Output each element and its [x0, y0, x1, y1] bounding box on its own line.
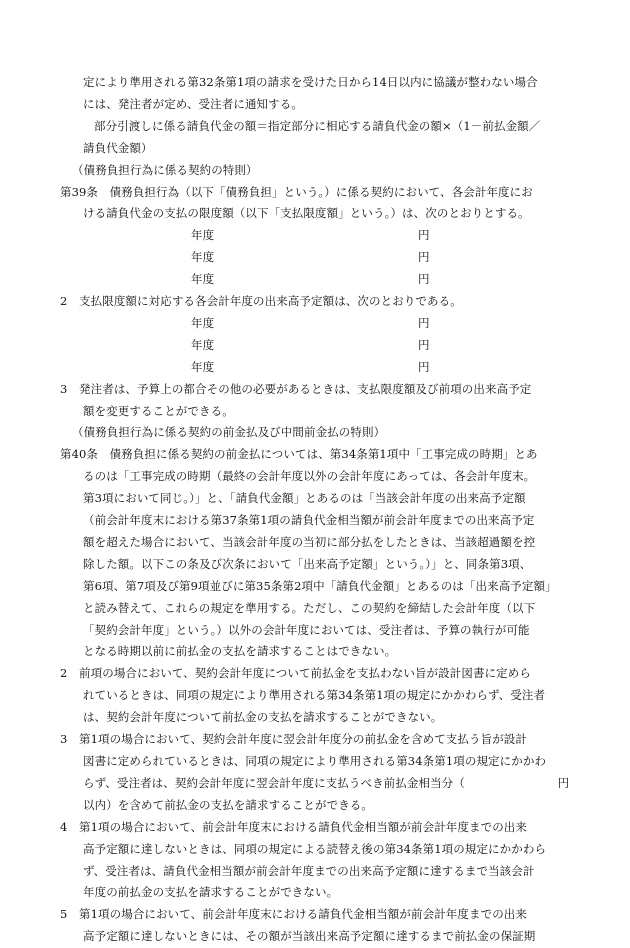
- table-row: [60, 335, 574, 357]
- text-line: 第3項において同じ。）」と、「請負代金額」とあるのは「当該会計年度の出来高予定額: [83, 491, 526, 506]
- table-row: [60, 357, 574, 379]
- table-row: [60, 269, 574, 291]
- text-line: 3 発注者は、予算上の都合その他の必要があるときは、支払限度額及び前項の出来高予定: [60, 381, 532, 396]
- text-line: 除した額。以下この条及び次条において「出来高予定額」という。）」と、同条第3項、: [83, 556, 532, 571]
- planned-amount-table: [60, 313, 574, 379]
- text-line: （前会計年度末における第37条第1項の請負代金相当額が前会計年度までの出来高予定: [83, 513, 535, 528]
- yen-cell: 円: [418, 250, 430, 265]
- article-39-line: 第39条 債務負担行為（以下「債務負担」という。）に係る契約において、各会計年度にお: [60, 184, 533, 199]
- text-line: 請負代金額）: [83, 140, 153, 155]
- paragraph-2: 2 支払限度額に対応する各会計年度の出来高予定額は、次のとおりである。: [60, 294, 462, 309]
- block-a: [60, 72, 574, 225]
- yen-cell: 円: [418, 272, 430, 287]
- year-cell: 年度: [191, 228, 215, 243]
- text-line: 部分引渡しに係る請負代金の額＝指定部分に相応する請負代金の額×（1－前払金額／: [94, 118, 541, 133]
- text-line: るのは「工事完成の時期（最終の会計年度以外の会計年度にあっては、各会計年度末。: [83, 469, 536, 484]
- text-line: らず、受注者は、契約会計年度に翌会計年度に支払うべき前払金相当分（ 円: [83, 775, 570, 790]
- text-line: 以内）を含めて前払金の支払を請求することができる。: [83, 797, 373, 812]
- text-line: 額を超えた場合において、当該会計年度の当初に部分払をしたときは、当該超過額を控: [83, 534, 536, 549]
- year-cell: 年度: [191, 359, 215, 374]
- text-line: 「契約会計年度」という。）以外の会計年度においては、受注者は、予算の執行が可能: [83, 622, 530, 637]
- text-line: 3 第1項の場合において、契約会計年度に翌会計年度分の前払金を含めて支払う旨が設計: [60, 732, 527, 747]
- payment-limit-table: [60, 225, 574, 291]
- year-cell: 年度: [191, 250, 215, 265]
- text-line: 第40条 債務負担に係る契約の前金払については、第34条第1項中「工事完成の時期」とあ: [60, 447, 538, 462]
- text-line: 額を変更することができる。: [83, 403, 234, 418]
- text-line: 高予定額に達しないときには、その額が当該出来高予定額に達するまで前払金の保証期: [83, 929, 536, 944]
- text-line: と読み替えて、これらの規定を準用する。ただし、この契約を締結した会計年度（以下: [83, 600, 536, 615]
- text-line: は、契約会計年度について前払金の支払を請求することができない。: [83, 710, 443, 725]
- text-line: ず、受注者は、請負代金相当額が前会計年度までの出来高予定額に達するまで当該会計: [83, 863, 535, 878]
- yen-cell: 円: [418, 315, 430, 330]
- text-line: 定により準用される第32条第1項の請求を受けた日から14日以内に協議が整わない場合: [83, 75, 538, 89]
- text-line: には、発注者が定め、受注者に通知する。: [83, 96, 303, 111]
- year-cell: 年度: [191, 272, 215, 287]
- table-row: [60, 225, 574, 247]
- table-row: [60, 247, 574, 269]
- yen-cell: 円: [418, 337, 430, 352]
- document-page: [60, 72, 574, 948]
- text-line: （債務負担行為に係る契約の前金払及び中間前金払の特則）: [72, 425, 386, 440]
- text-line: 高予定額に達しないときは、同項の規定による読替え後の第34条第1項の規定にかかわら: [83, 841, 547, 856]
- yen-cell: 円: [418, 228, 430, 243]
- text-line: 図書に定められているときは、同項の規定により準用される第34条第1項の規定にかかわ: [83, 754, 547, 768]
- article-heading: （債務負担行為に係る契約の特則）: [72, 162, 258, 177]
- table-row: [60, 313, 574, 335]
- yen-cell: 円: [418, 359, 430, 374]
- text-line: れているときは、同項の規定により準用される第34条第1項の規定にかかわらず、受注者: [83, 688, 546, 703]
- block-b: [60, 379, 574, 948]
- text-line: 5 第1項の場合において、前会計年度末における請負代金相当額が前会計年度までの出来: [60, 907, 527, 922]
- text-line: 年度の前払金の支払を請求することができない。: [83, 885, 339, 900]
- text-line: となる時期以前に前払金の支払を請求することはできない。: [83, 644, 397, 659]
- text-line: 第6項、第7項及び第9項並びに第35条第2項中「請負代金額」とあるのは「出来高予定額」: [83, 578, 557, 593]
- text-line: 2 前項の場合において、契約会計年度について前払金を支払わない旨が設計図書に定めら: [60, 666, 531, 681]
- year-cell: 年度: [191, 315, 215, 330]
- text-line: ける請負代金の支払の限度額（以下「支払限度額」という。）は、次のとおりとする。: [83, 206, 530, 221]
- text-line: 4 第1項の場合において、前会計年度末における請負代金相当額が前会計年度までの出来: [60, 819, 527, 834]
- year-cell: 年度: [191, 337, 215, 352]
